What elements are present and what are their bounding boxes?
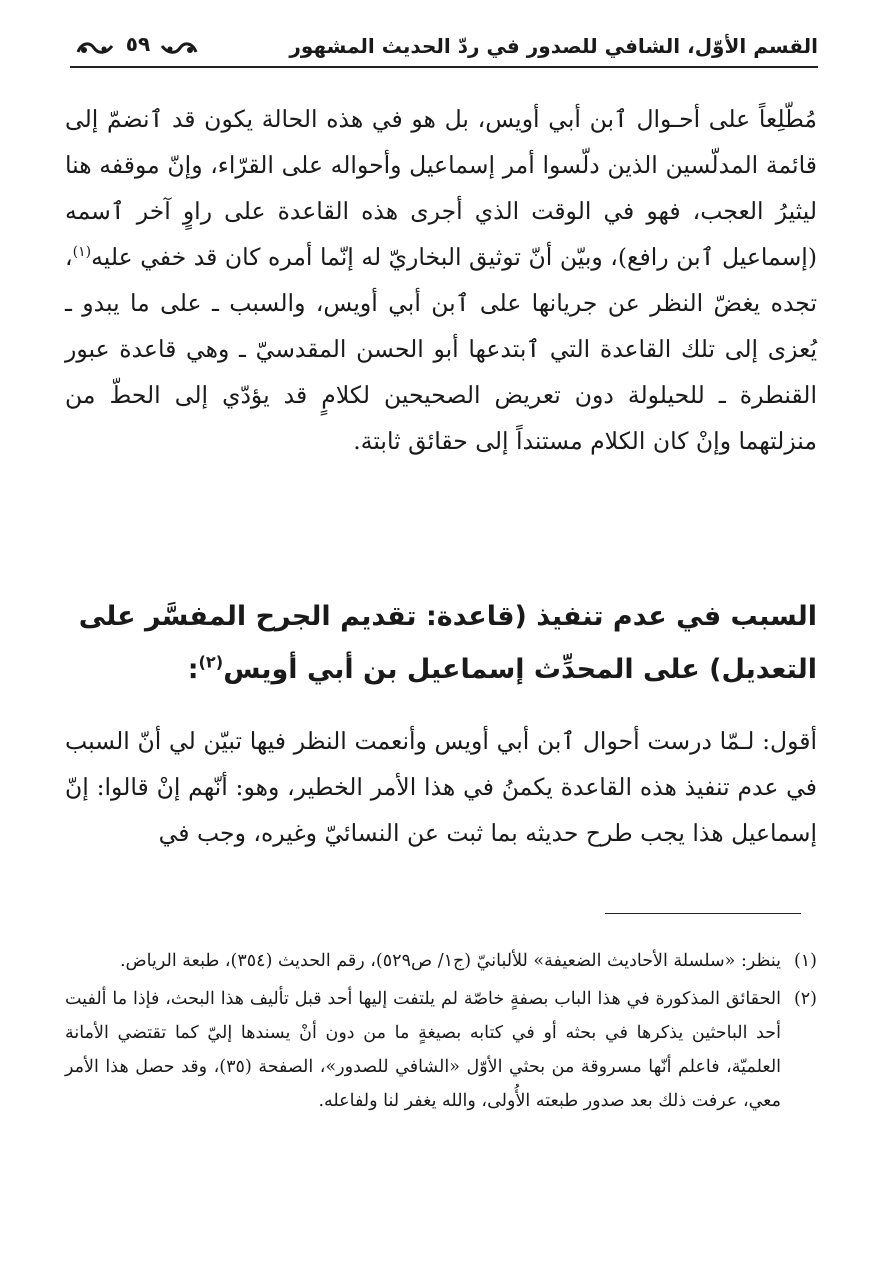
page-number: ٥٩ — [125, 32, 151, 56]
body-paragraph — [65, 96, 817, 464]
scroll-ornament-icon — [76, 38, 114, 58]
section-heading — [65, 590, 817, 696]
paragraph-text: مُطّلِعاً على أحـوال ٱبن أبي أويس، بل هو في هذه الحالة يكون قد ٱنضمّ إلى قائمة المدلّسين الذين دلّسوا أمر إسماعيل وأحواله على القرّاء، وإنّ موقفه هنا ليثيرُ العجب، فهو في الوقت الذي أجرى هذه القاعدة على راوٍ آخر ٱسمه (إسماعيل ٱبن رافع)، وبيّن أنّ توثيق البخاريّ له إنّما أمره كان قد خفي عليه — [65, 105, 817, 271]
running-title: القسم الأوّل، الشافي للصدور في ردّ الحديث المشهور — [289, 34, 818, 58]
paragraph-text: أقول: لـمّا درست أحوال ٱبن أبي أويس وأنعمت النظر فيها تبيّن لي أنّ السبب في عدم تنفيذ هذه القاعدة يكمنُ في هذا الأمر الخطير، وهو: أنّهم إنْ قالوا: إنّ إسماعيل هذا يجب طرح حديثه بما ثبت عن النسائيّ وغيره، وجب في — [65, 727, 817, 847]
footnote — [65, 982, 817, 1118]
page-header — [70, 28, 818, 68]
body-paragraph — [65, 718, 817, 856]
page-number-block — [76, 30, 200, 62]
scroll-ornament-icon — [160, 38, 198, 58]
footnote-reference: (٢) — [198, 652, 224, 672]
footnote-marker: (٢) — [793, 989, 817, 1009]
footnote-text: ينظر: «سلسلة الأحاديث الضعيفة» للألبانيّ (ج١/ ص٥٢٩)، رقم الحديث (٣٥٤)، طبعة الرياض. — [119, 951, 781, 971]
footnote — [65, 944, 817, 978]
footnote-marker: (١) — [793, 951, 817, 971]
paragraph-text: ، تجده يغضّ النظر عن جريانها على ٱبن أبي أويس، والسبب ـ على ما يبدو ـ يُعزى إلى تلك القاعدة التي ٱبتدعها أبو الحسن المقدسيّ ـ وهي قاعدة عبور القنطرة ـ للحيلولة دون تعريض الصحيحين لكلامٍ قد يؤدّي إلى الحطّ من منزلتهما وإنْ كان الكلام مستنداً إلى حقائق ثابتة. — [65, 243, 817, 455]
footnote-separator — [605, 913, 801, 914]
footnotes — [65, 944, 817, 1122]
heading-text: السبب في عدم تنفيذ (قاعدة: تقديم الجرح المفسَّر على التعديل) على المحدِّث إسماعيل بن أبي أويس — [78, 601, 817, 685]
footnote-reference: (١) — [72, 243, 92, 260]
footnote-text: الحقائق المذكورة في هذا الباب بصفةٍ خاصّة لم يلتفت إليها أحد قبل تأليف هذا البحث، فإذا ما ألفيت أحد الباحثين يذكرها في بحثه أو في كتابه بصيغةٍ ما من دون أنْ يسندها إليّ كما تقتضي الأمانة العلميّة، فاعلم أنّها مسروقة من بحثي الأوّل «الشافي للصدور»، الصفحة (٣٥)، وقد حصل هذا الأمر معي، عرفت ذلك بعد صدور طبعته الأُولى، والله يغفر لنا ولفاعله. — [65, 989, 782, 1111]
heading-colon: : — [187, 654, 199, 685]
header-rule — [70, 66, 818, 68]
